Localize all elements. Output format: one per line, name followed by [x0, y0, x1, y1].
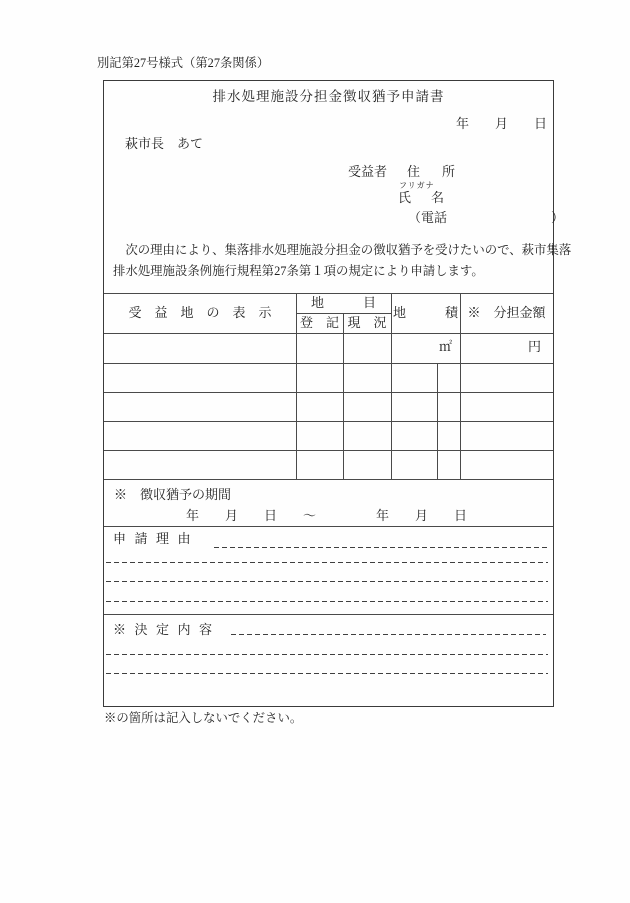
amount-unit-label: 円 — [527, 339, 541, 354]
body-paragraph-line-1: 次の理由により、集落排水処理施設分担金の徴収猶予を受けたいので、萩市集落 — [113, 243, 572, 257]
beneficiary-address-label: 住所 — [407, 164, 478, 179]
date-line: 年 月 日 — [456, 116, 548, 131]
reason-write-line — [106, 581, 548, 582]
form-reference-note: 別記第27号様式（第27条関係） — [97, 56, 270, 70]
table-bottom-border — [104, 479, 553, 480]
table-area-subcol-line — [437, 363, 438, 479]
reason-section-label: 申請理由 — [113, 531, 200, 546]
beneficiary-label: 受益者 — [348, 164, 388, 179]
form-outer-border — [103, 80, 572, 707]
table-header-land-category: 地 目 — [310, 295, 376, 310]
reason-section-bottom-line — [104, 614, 553, 615]
table-col-line — [343, 313, 344, 479]
decision-write-line — [106, 673, 548, 674]
table-col-line — [391, 293, 392, 479]
footnote: ※の箇所は記入しないでください。 — [104, 711, 303, 725]
table-row-line — [104, 421, 553, 422]
table-header-registered: 登 記 — [299, 315, 339, 330]
beneficiary-phone-label: （電話 ） — [408, 210, 565, 225]
table-header-bottom-line — [104, 333, 553, 334]
reason-write-line — [214, 547, 547, 548]
beneficiary-name-label: 氏名 — [398, 190, 465, 205]
table-row-line — [104, 450, 553, 451]
reason-write-line — [106, 601, 548, 602]
table-header-parcel: 受 益 地 の 表 示 — [128, 305, 272, 320]
table-col-line — [460, 293, 461, 479]
decision-write-line — [231, 634, 546, 635]
table-top-border — [104, 293, 553, 294]
table-header-current: 現 況 — [347, 315, 387, 330]
form-title: 排水処理施設分担金徴収猶予申請書 — [212, 89, 445, 104]
beneficiary-furigana-label: フリガナ — [399, 181, 435, 190]
decision-write-line — [106, 654, 548, 655]
period-range-from: 年 月 日 ～ — [186, 508, 317, 523]
table-header-area: 地 積 — [392, 305, 458, 320]
addressee: 萩市長 あて — [125, 136, 204, 151]
period-section-bottom-line — [104, 526, 553, 527]
table-header-amount: ※ 分担金額 — [467, 305, 546, 320]
table-row-line — [104, 392, 553, 393]
area-unit-label: ㎡ — [438, 339, 452, 354]
table-row-line — [104, 363, 553, 364]
body-paragraph-line-2: 排水処理施設条例施行規程第27条第１項の規定により申請します。 — [113, 264, 484, 278]
decision-section-label: ※決定内容 — [113, 622, 221, 637]
period-section-label: ※ 徴収猶予の期間 — [114, 487, 232, 502]
period-range-to: 年 月 日 — [376, 508, 468, 523]
reason-write-line — [106, 562, 548, 563]
